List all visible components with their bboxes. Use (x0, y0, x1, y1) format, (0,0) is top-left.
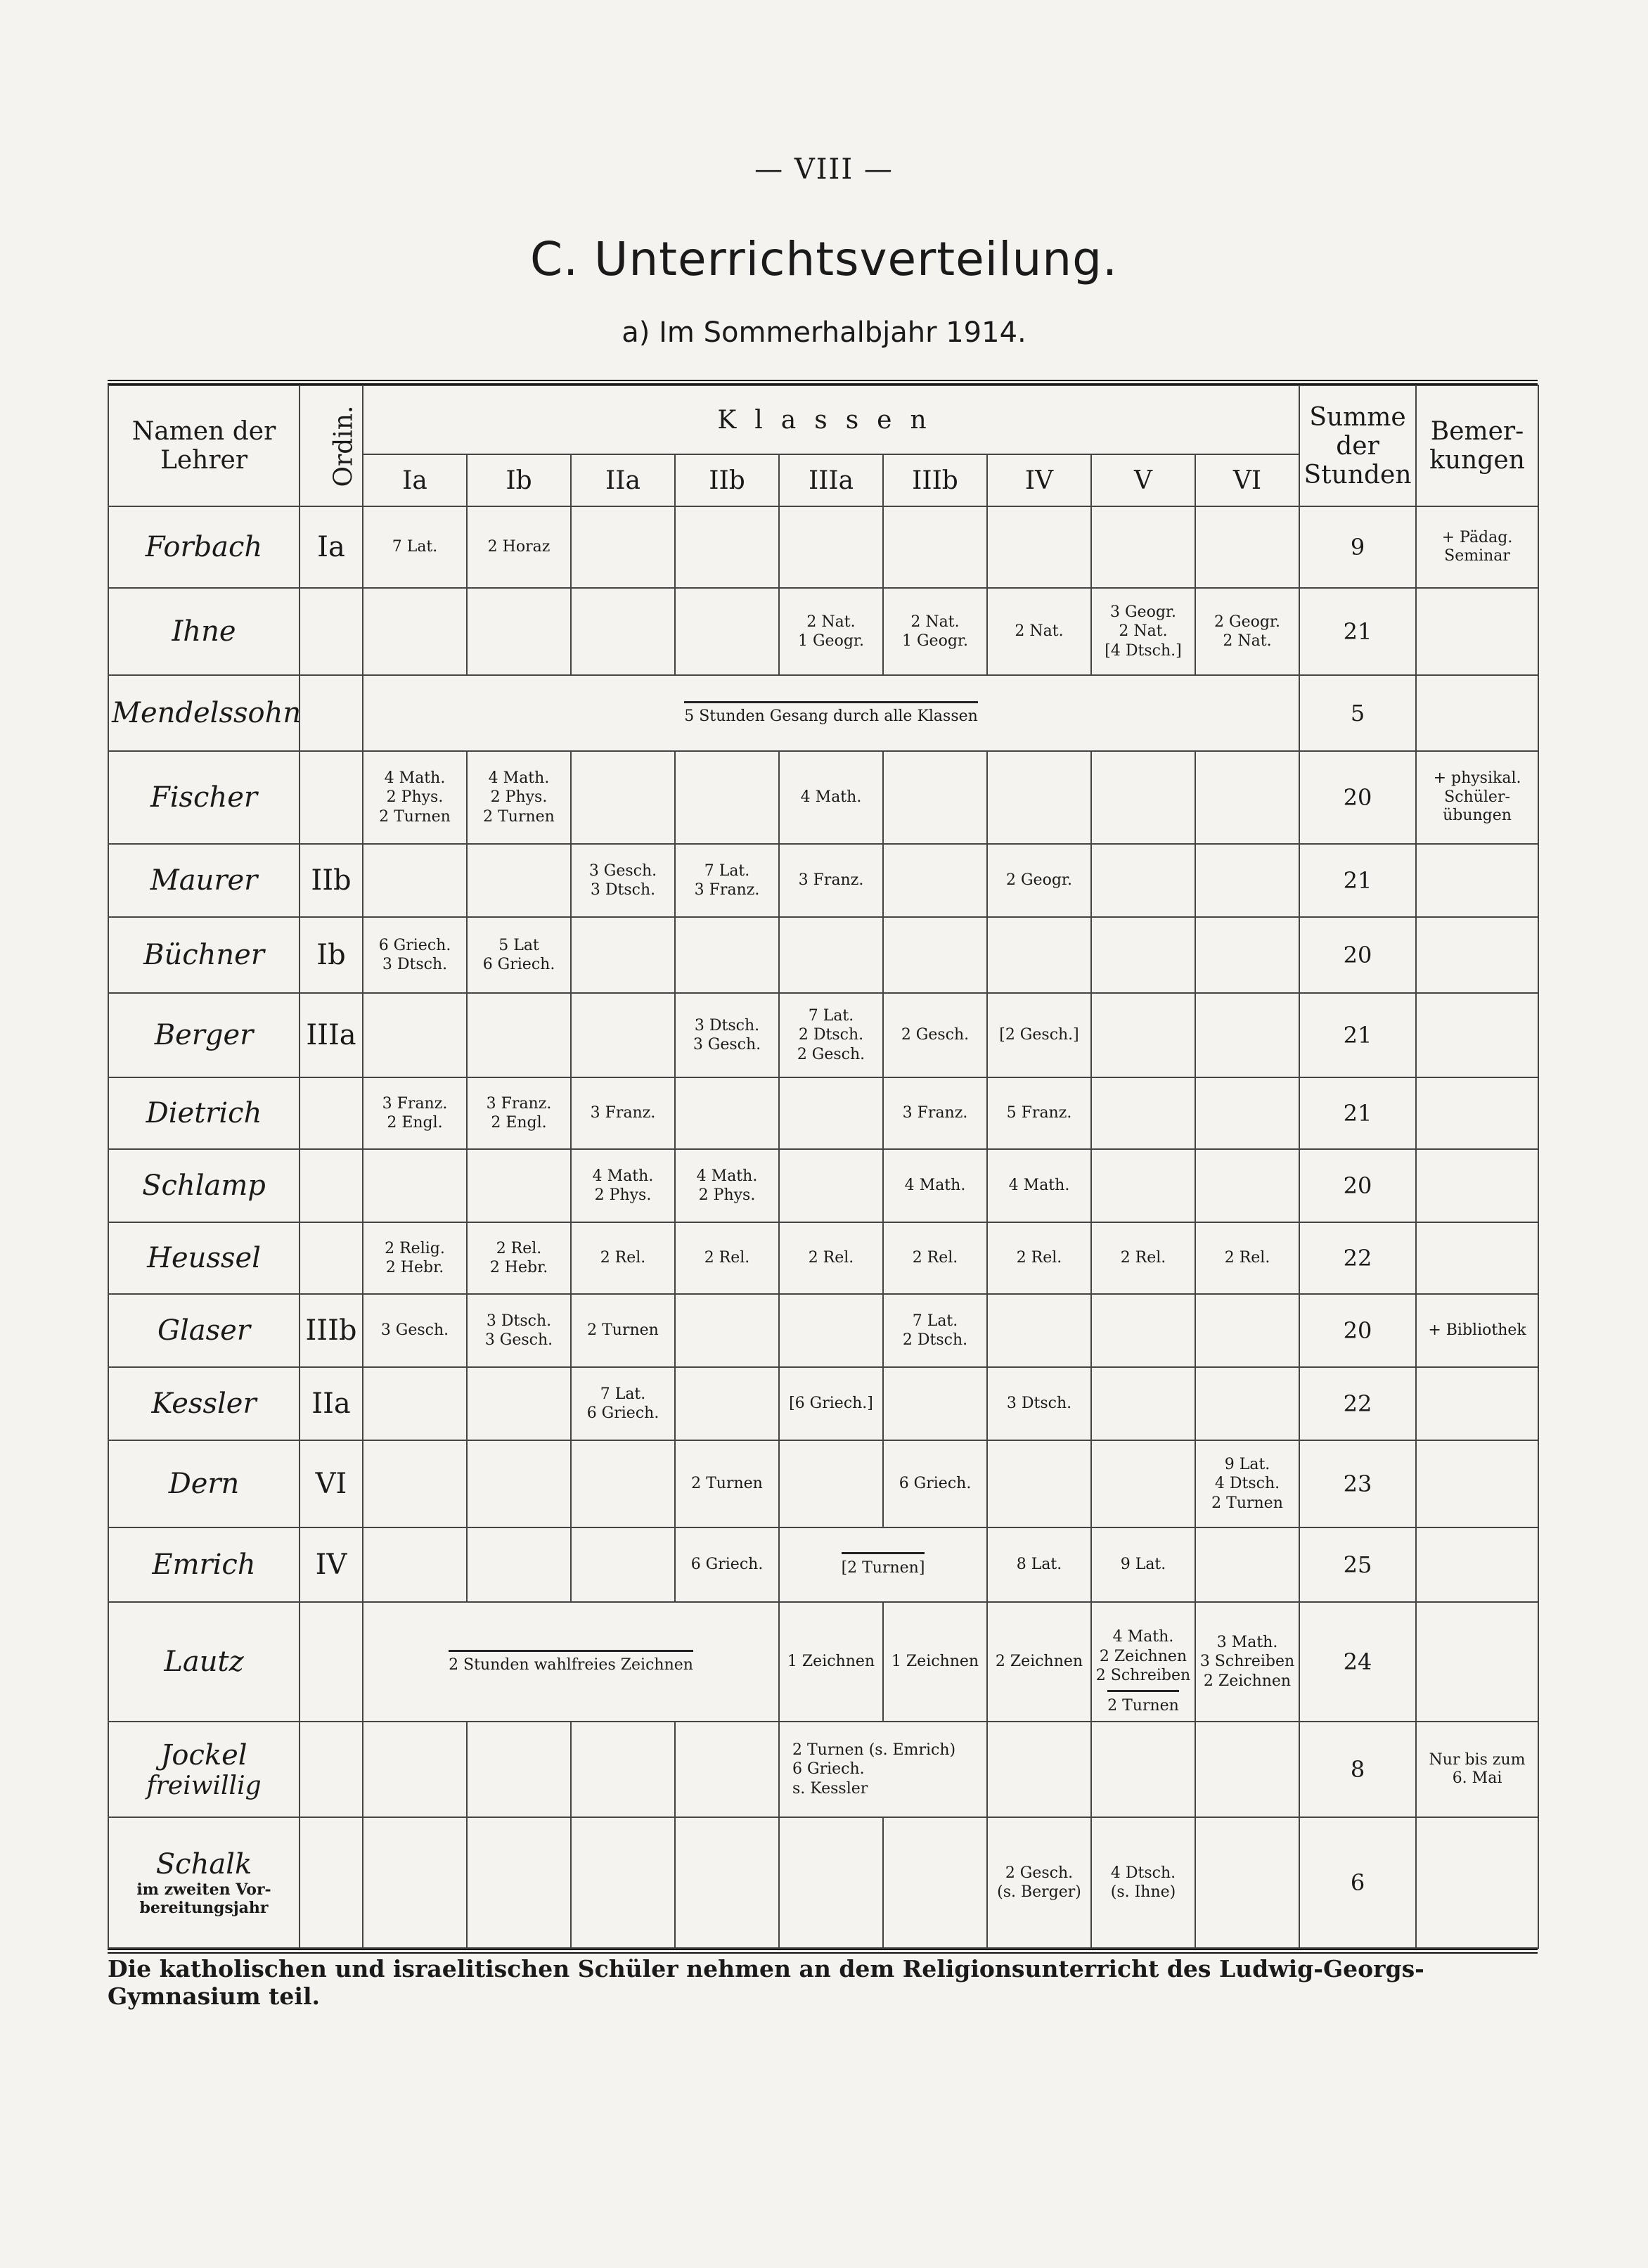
remark: + Pädag. Seminar (1416, 506, 1538, 588)
teacher-name: Heussel (108, 1222, 300, 1294)
sum-hours: 23 (1299, 1440, 1416, 1527)
cell-iia (571, 1817, 675, 1948)
cell-ia (363, 1817, 467, 1948)
span-note-text: 5 Stunden Gesang durch alle Klassen (684, 701, 978, 725)
cell-iia (571, 1440, 675, 1527)
cell-v (1091, 844, 1195, 917)
cell-vi (1195, 751, 1299, 844)
remark: Nur bis zum 6. Mai (1416, 1722, 1538, 1817)
table-row (108, 1602, 1538, 1722)
cell-iiib (883, 751, 987, 844)
sum-hours: 21 (1299, 993, 1416, 1077)
header-ordin (300, 385, 363, 506)
remark (1416, 1527, 1538, 1602)
ordinarius (300, 1602, 363, 1722)
cell-iv: 4 Math. (987, 1149, 1091, 1222)
cell-ib: 3 Franz. 2 Engl. (467, 1077, 571, 1149)
ordinarius: IIb (300, 844, 363, 917)
cell-iv: 8 Lat. (987, 1527, 1091, 1602)
cell-v: 4 Dtsch. (s. Ihne) (1091, 1817, 1195, 1948)
ordinarius (300, 751, 363, 844)
cell-iiib (883, 1817, 987, 1948)
header-class-iib: IIb (675, 454, 779, 506)
cell-v: 9 Lat. (1091, 1527, 1195, 1602)
cell-vi (1195, 1077, 1299, 1149)
cell-iiib: 3 Franz. (883, 1077, 987, 1149)
cell-iiia-iiib (779, 1527, 987, 1602)
table-row (108, 993, 1538, 1077)
header-class-v: V (1091, 454, 1195, 506)
sum-hours: 5 (1299, 675, 1416, 751)
cell-iia: 2 Rel. (571, 1222, 675, 1294)
ordinarius: Ib (300, 917, 363, 993)
cell-ia (363, 1367, 467, 1440)
table-row (108, 1222, 1538, 1294)
cell-iiib: 2 Nat. 1 Geogr. (883, 588, 987, 675)
cell-iib: 4 Math. 2 Phys. (675, 1149, 779, 1222)
teacher-name-sub: im zweiten Vor- bereitungsjahr (136, 1880, 271, 1917)
table-row (108, 506, 1538, 588)
cell-iv (987, 751, 1091, 844)
cell-ia (363, 844, 467, 917)
teacher-name (108, 1722, 300, 1817)
ordinarius (300, 1722, 363, 1817)
cell-iv (987, 1722, 1091, 1817)
teacher-name: Mendelssohn (108, 675, 300, 751)
table-row (108, 1527, 1538, 1602)
cell-iv: 2 Rel. (987, 1222, 1091, 1294)
cell-iiia (779, 1149, 883, 1222)
teacher-name: Dern (108, 1440, 300, 1527)
ordinarius: IV (300, 1527, 363, 1602)
cell-v (1091, 1077, 1195, 1149)
cell-vi: 3 Math. 3 Schreiben 2 Zeichnen (1195, 1602, 1299, 1722)
cell-vi (1195, 1294, 1299, 1367)
cell-iiib: 7 Lat. 2 Dtsch. (883, 1294, 987, 1367)
cell-iv: 2 Gesch. (s. Berger) (987, 1817, 1091, 1948)
table-row (108, 844, 1538, 917)
remark (1416, 844, 1538, 917)
sum-hours: 9 (1299, 506, 1416, 588)
cell-vi (1195, 917, 1299, 993)
bracket-note: [2 Turnen] (842, 1552, 925, 1578)
header-bemerkungen: Bemer-kungen (1416, 385, 1538, 506)
cell-iiib (883, 1367, 987, 1440)
cell-vi: 2 Rel. (1195, 1222, 1299, 1294)
header-class-ib: Ib (467, 454, 571, 506)
page-subtitle: a) Im Sommerhalbjahr 1914. (622, 316, 1026, 349)
remark (1416, 1440, 1538, 1527)
cell-iv: 2 Zeichnen (987, 1602, 1091, 1722)
cell-iiib: 4 Math. (883, 1149, 987, 1222)
cell-iiia: 2 Nat. 1 Geogr. (779, 588, 883, 675)
cell-ib (467, 1440, 571, 1527)
remark (1416, 675, 1538, 751)
teacher-name: Büchner (108, 917, 300, 993)
cell-iiia (779, 1077, 883, 1149)
header-class-iiia: IIIa (779, 454, 883, 506)
cell-iib: 7 Lat. 3 Franz. (675, 844, 779, 917)
table-row (108, 1722, 1538, 1817)
sum-hours: 21 (1299, 1077, 1416, 1149)
remark (1416, 917, 1538, 993)
cell-ib (467, 844, 571, 917)
cell-iiia (779, 917, 883, 993)
cell-iib: 2 Turnen (675, 1440, 779, 1527)
cell-iv: 2 Geogr. (987, 844, 1091, 917)
cell-iib (675, 1294, 779, 1367)
remark (1416, 588, 1538, 675)
ordinarius: Ia (300, 506, 363, 588)
footer-note: Die katholischen und israelitischen Schüler nehmen an dem Religionsunterricht des Ludwig-Georgs-Gymnasium teil. (108, 1955, 1424, 2010)
cell-iia (571, 993, 675, 1077)
remark: + physikal. Schüler- übungen (1416, 751, 1538, 844)
header-class-ia: Ia (363, 454, 467, 506)
cell-iv: 2 Nat. (987, 588, 1091, 675)
table-row (108, 675, 1538, 751)
teacher-name: Glaser (108, 1294, 300, 1367)
cell-ia (363, 1440, 467, 1527)
cell-vi: 9 Lat. 4 Dtsch. 2 Turnen (1195, 1440, 1299, 1527)
sum-hours: 20 (1299, 1294, 1416, 1367)
teaching-distribution-table-wrap (108, 380, 1538, 1954)
cell-v (1091, 1722, 1195, 1817)
span-note-text: 2 Stunden wahlfreies Zeichnen (449, 1650, 693, 1674)
cell-iib (675, 1367, 779, 1440)
header-summe: Summe der Stunden (1299, 385, 1416, 506)
cell-v-text: 4 Math. 2 Zeichnen 2 Schreiben (1095, 1628, 1191, 1685)
cell-v: 3 Geogr. 2 Nat. [4 Dtsch.] (1091, 588, 1195, 675)
sum-hours: 21 (1299, 844, 1416, 917)
cell-vi (1195, 506, 1299, 588)
teacher-name-text: Schalk (155, 1847, 252, 1881)
teacher-name: Maurer (108, 844, 300, 917)
cell-iib (675, 917, 779, 993)
cell-iv: 3 Dtsch. (987, 1367, 1091, 1440)
page-title: C. Unterrichtsverteilung. (530, 232, 1118, 286)
cell-ia (363, 1149, 467, 1222)
cell-iib: 2 Rel. (675, 1222, 779, 1294)
cell-v (1091, 1149, 1195, 1222)
table-row (108, 1077, 1538, 1149)
teacher-name: Kessler (108, 1367, 300, 1440)
cell-iia: 3 Franz. (571, 1077, 675, 1149)
cell-v (1091, 1440, 1195, 1527)
cell-iiia: 4 Math. (779, 751, 883, 844)
cell-ia (363, 1722, 467, 1817)
sum-hours: 24 (1299, 1602, 1416, 1722)
cell-iiia: 1 Zeichnen (779, 1602, 883, 1722)
cell-ib (467, 1817, 571, 1948)
remark (1416, 1077, 1538, 1149)
header-class-iiib: IIIb (883, 454, 987, 506)
cell-ia: 3 Gesch. (363, 1294, 467, 1367)
sum-hours: 21 (1299, 588, 1416, 675)
table-row (108, 1440, 1538, 1527)
cell-iiib (883, 844, 987, 917)
table-row (108, 1294, 1538, 1367)
teacher-name: Berger (108, 993, 300, 1077)
ordinarius (300, 675, 363, 751)
remark: + Bibliothek (1416, 1294, 1538, 1367)
cell-ib (467, 993, 571, 1077)
cell-v (1091, 1367, 1195, 1440)
cell-iia (571, 588, 675, 675)
table-row (108, 1367, 1538, 1440)
cell-ib (467, 1722, 571, 1817)
cell-ib (467, 1527, 571, 1602)
sum-hours: 20 (1299, 1149, 1416, 1222)
header-class-iia: IIa (571, 454, 675, 506)
cell-vi (1195, 1527, 1299, 1602)
teacher-name: Schlamp (108, 1149, 300, 1222)
ordinarius: IIIa (300, 993, 363, 1077)
cell-ib (467, 588, 571, 675)
cell-vi (1195, 1367, 1299, 1440)
sum-hours: 6 (1299, 1817, 1416, 1948)
cell-iiib: 6 Griech. (883, 1440, 987, 1527)
cell-vi (1195, 844, 1299, 917)
cell-ia: 7 Lat. (363, 506, 467, 588)
teacher-name: Fischer (108, 751, 300, 844)
cell-iiib: 2 Rel. (883, 1222, 987, 1294)
teacher-name-text: Jockel (160, 1738, 247, 1772)
cell-ia: 4 Math. 2 Phys. 2 Turnen (363, 751, 467, 844)
cell-iia: 4 Math. 2 Phys. (571, 1149, 675, 1222)
cell-iv: 5 Franz. (987, 1077, 1091, 1149)
ordinarius (300, 1077, 363, 1149)
remark (1416, 1222, 1538, 1294)
cell-v (1091, 1602, 1195, 1722)
cell-iv (987, 1440, 1091, 1527)
remark (1416, 1817, 1538, 1948)
teacher-name: Lautz (108, 1602, 300, 1722)
sum-hours: 22 (1299, 1222, 1416, 1294)
ordinarius (300, 588, 363, 675)
header-names: Namen der Lehrer (108, 385, 300, 506)
teaching-distribution-table (108, 385, 1539, 1949)
cell-iib: 3 Dtsch. 3 Gesch. (675, 993, 779, 1077)
cell-iiia: [6 Griech.] (779, 1367, 883, 1440)
ordinarius (300, 1817, 363, 1948)
cell-iia: 3 Gesch. 3 Dtsch. (571, 844, 675, 917)
cell-iv (987, 917, 1091, 993)
cell-ia (363, 1527, 467, 1602)
ordinarius: IIIb (300, 1294, 363, 1367)
page-number: — VIII — (754, 153, 894, 186)
cell-ib: 3 Dtsch. 3 Gesch. (467, 1294, 571, 1367)
cell-iiia (779, 1817, 883, 1948)
cell-iiia: 2 Rel. (779, 1222, 883, 1294)
cell-ib (467, 1149, 571, 1222)
cell-ia: 2 Relig. 2 Hebr. (363, 1222, 467, 1294)
cell-iiib (883, 917, 987, 993)
teacher-name: Emrich (108, 1527, 300, 1602)
cell-iiia-iiib: 2 Turnen (s. Emrich) 6 Griech. s. Kessler (779, 1722, 987, 1817)
sum-hours: 8 (1299, 1722, 1416, 1817)
sum-hours: 25 (1299, 1527, 1416, 1602)
remark (1416, 1149, 1538, 1222)
cell-ib: 2 Rel. 2 Hebr. (467, 1222, 571, 1294)
cell-ia (363, 588, 467, 675)
cell-iiib: 2 Gesch. (883, 993, 987, 1077)
cell-iib (675, 1722, 779, 1817)
cell-vi (1195, 993, 1299, 1077)
cell-v (1091, 917, 1195, 993)
cell-iiia: 7 Lat. 2 Dtsch. 2 Gesch. (779, 993, 883, 1077)
cell-vi (1195, 1817, 1299, 1948)
cell-ib: 4 Math. 2 Phys. 2 Turnen (467, 751, 571, 844)
header-class-iv: IV (987, 454, 1091, 506)
teacher-name: Ihne (108, 588, 300, 675)
cell-span-all-classes (363, 675, 1299, 751)
cell-ia: 3 Franz. 2 Engl. (363, 1077, 467, 1149)
cell-vi (1195, 1149, 1299, 1222)
cell-iv (987, 1294, 1091, 1367)
cell-iia (571, 1527, 675, 1602)
ordinarius: VI (300, 1440, 363, 1527)
cell-iv (987, 506, 1091, 588)
table-row (108, 751, 1538, 844)
teacher-name: Dietrich (108, 1077, 300, 1149)
cell-ia (363, 993, 467, 1077)
cell-iib (675, 588, 779, 675)
remark (1416, 993, 1538, 1077)
cell-ib (467, 1367, 571, 1440)
cell-iia (571, 917, 675, 993)
ordinarius: IIa (300, 1367, 363, 1440)
table-row (108, 588, 1538, 675)
cell-ib: 2 Horaz (467, 506, 571, 588)
remark (1416, 1602, 1538, 1722)
turnen-note: 2 Turnen (1107, 1690, 1179, 1716)
cell-iib: 6 Griech. (675, 1527, 779, 1602)
sum-hours: 22 (1299, 1367, 1416, 1440)
table-row (108, 1817, 1538, 1948)
cell-iib (675, 1817, 779, 1948)
cell-iib (675, 506, 779, 588)
table-row (108, 1149, 1538, 1222)
sum-hours: 20 (1299, 751, 1416, 844)
cell-v: 2 Rel. (1091, 1222, 1195, 1294)
ordinarius (300, 1222, 363, 1294)
cell-span-ia-iib (363, 1602, 779, 1722)
cell-v (1091, 506, 1195, 588)
header-ordin-label: Ordin. (329, 405, 359, 487)
cell-vi (1195, 1722, 1299, 1817)
table-row (108, 917, 1538, 993)
header-klassen: Klassen (363, 385, 1299, 454)
ordinarius (300, 1149, 363, 1222)
cell-iiia (779, 1294, 883, 1367)
cell-iiia (779, 1440, 883, 1527)
cell-iib (675, 1077, 779, 1149)
cell-v (1091, 751, 1195, 844)
teacher-name-sub: freiwillig (146, 1771, 262, 1800)
cell-iiia: 3 Franz. (779, 844, 883, 917)
cell-iia: 2 Turnen (571, 1294, 675, 1367)
cell-iia: 7 Lat. 6 Griech. (571, 1367, 675, 1440)
sum-hours: 20 (1299, 917, 1416, 993)
cell-ia: 6 Griech. 3 Dtsch. (363, 917, 467, 993)
cell-iia (571, 506, 675, 588)
cell-iiia (779, 506, 883, 588)
remark (1416, 1367, 1538, 1440)
teacher-name: Forbach (108, 506, 300, 588)
cell-iia (571, 751, 675, 844)
cell-ib: 5 Lat 6 Griech. (467, 917, 571, 993)
cell-iiib (883, 506, 987, 588)
cell-v (1091, 993, 1195, 1077)
cell-v (1091, 1294, 1195, 1367)
cell-iiib: 1 Zeichnen (883, 1602, 987, 1722)
cell-iia (571, 1722, 675, 1817)
teacher-name (108, 1817, 300, 1948)
cell-vi: 2 Geogr. 2 Nat. (1195, 588, 1299, 675)
cell-iv: [2 Gesch.] (987, 993, 1091, 1077)
header-class-vi: VI (1195, 454, 1299, 506)
cell-iib (675, 751, 779, 844)
